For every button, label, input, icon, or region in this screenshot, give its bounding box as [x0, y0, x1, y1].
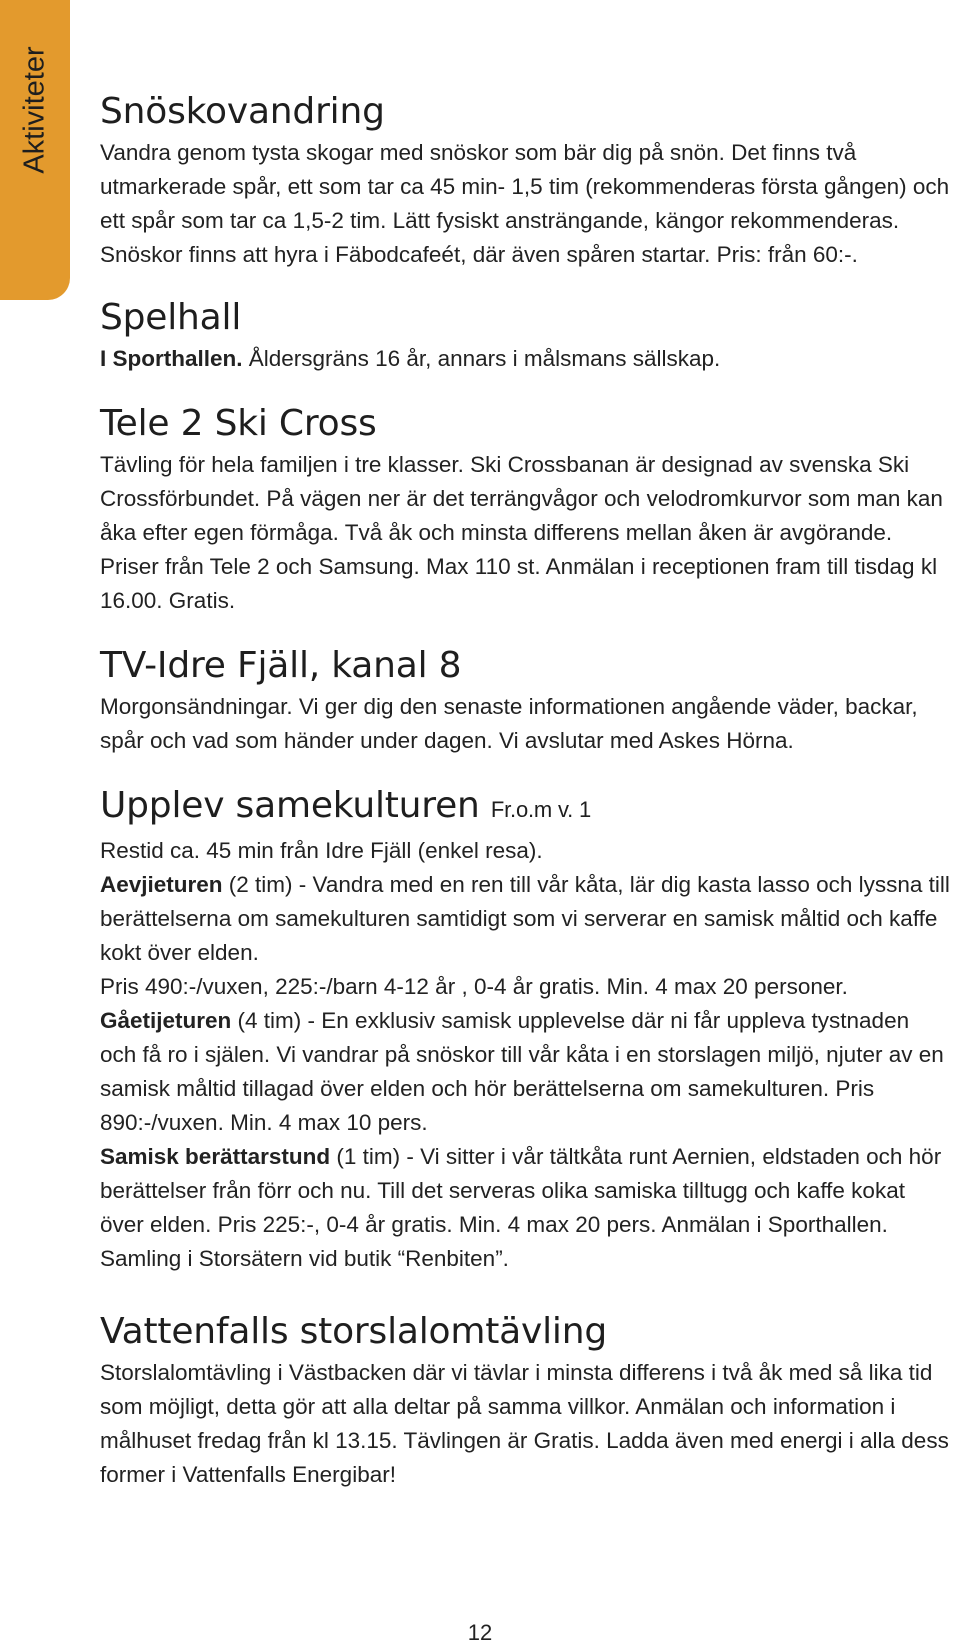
bold-lead: I Sporthallen.: [100, 346, 243, 371]
tour-item: [100, 1140, 950, 1276]
heading-suffix: Fr.o.m v. 1: [490, 797, 591, 822]
side-tab: [0, 0, 70, 300]
tour-item: [100, 1004, 950, 1140]
section-vattenfall: [100, 1308, 950, 1492]
section-body: Morgonsändningar. Vi ger dig den senaste informationen angående väder, backar, spår och vad som händer under dagen. Vi avslutar med Askes Hörna.: [100, 694, 918, 753]
section-heading: Tele 2 Ski Cross: [100, 403, 377, 444]
tour-name: Gåetijeturen: [100, 1008, 232, 1033]
tour-text: (1 tim) - Vi sitter i vår tältkåta runt Aernien, eldstaden och hör berättelser från förr och nu. Till det serveras olika samiska tilltugg och kaffe kokat över elden. Pris 225:-, 0-4 år gratis. Min. 4 max 20 pers. Anmälan i Sporthallen. Samling i Storsätern vid butik “Renbiten”.: [100, 1144, 942, 1271]
section-ski-cross: [100, 400, 950, 618]
page-number: 12: [467, 1620, 493, 1645]
section-tv-idre: [100, 642, 950, 758]
heading-text: Upplev samekulturen: [100, 785, 480, 826]
section-heading: Vattenfalls storslalomtävling: [100, 1311, 607, 1352]
body-text: Åldersgräns 16 år, annars i målsmans sällskap.: [242, 346, 721, 371]
tour-item: [100, 868, 950, 970]
section-body: Tävling för hela familjen i tre klasser. Ski Crossbanan är designad av svenska Ski Crossförbundet. På vägen ner är det terrängvågor och velodromkurvor som man kan åka efter egen förmåga. Två åk och minsta differens mellan åken är avgörande. Priser från Tele 2 och Samsung. Max 110 st. Anmälan i receptionen fram till tisdag kl 16.00. Gratis.: [100, 452, 943, 613]
section-body: Storslalomtävling i Västbacken där vi tävlar i minsta differens i två åk med så lika tid som möjligt, detta gör att alla deltar på samma villkor. Anmälan och information i målhuset fredag från kl 13.15. Tävlingen är Gratis. Ladda även med energi i alla dess former i Vattenfalls Energibar!: [100, 1360, 949, 1487]
section-intro: Restid ca. 45 min från Idre Fjäll (enkel resa).: [100, 838, 543, 863]
section-snoskovandring: [100, 88, 950, 272]
section-heading: [100, 782, 950, 834]
section-body: [100, 342, 950, 376]
section-samekulturen: [100, 782, 950, 1276]
section-heading: Snöskovandring: [100, 91, 385, 132]
side-tab-label: Aktiviteter: [18, 46, 51, 174]
tour-name: Aevjieturen: [100, 872, 223, 897]
tour-price: Pris 490:-/vuxen, 225:-/barn 4-12 år , 0-4 år gratis. Min. 4 max 20 personer.: [100, 974, 848, 999]
section-heading: Spelhall: [100, 297, 242, 338]
section-body: Vandra genom tysta skogar med snöskor som bär dig på snön. Det finns två utmarkerade spår, ett som tar ca 45 min- 1,5 tim (rekommenderas första gången) och ett spår som tar ca 1,5-2 tim. Lätt fysiskt ansträngande, kängor rekommenderas. Snöskor finns att hyra i Fäbodcafeét, där även spåren startar. Pris: från 60:-.: [100, 140, 950, 267]
section-spelhall: [100, 294, 950, 376]
tour-text: (2 tim) - Vandra med en ren till vår kåta, lär dig kasta lasso och lyssna till berättelserna om samekulturen samtidigt som vi serverar en samisk måltid och kaffe kokt över elden.: [100, 872, 950, 965]
section-heading: TV-Idre Fjäll, kanal 8: [100, 645, 462, 686]
tour-text: (4 tim) - En exklusiv samisk upplevelse där ni får uppleva tystnaden och få ro i själen. Vi vandrar på snöskor till vår kåta i en storslagen miljö, njuter av en samisk måltid tillagad över elden och hör berättelserna om samekulturen. Pris 890:-/vuxen. Min. 4 max 10 pers.: [100, 1008, 944, 1135]
page-content: [100, 88, 950, 1492]
tour-name: Samisk berättarstund: [100, 1144, 331, 1169]
